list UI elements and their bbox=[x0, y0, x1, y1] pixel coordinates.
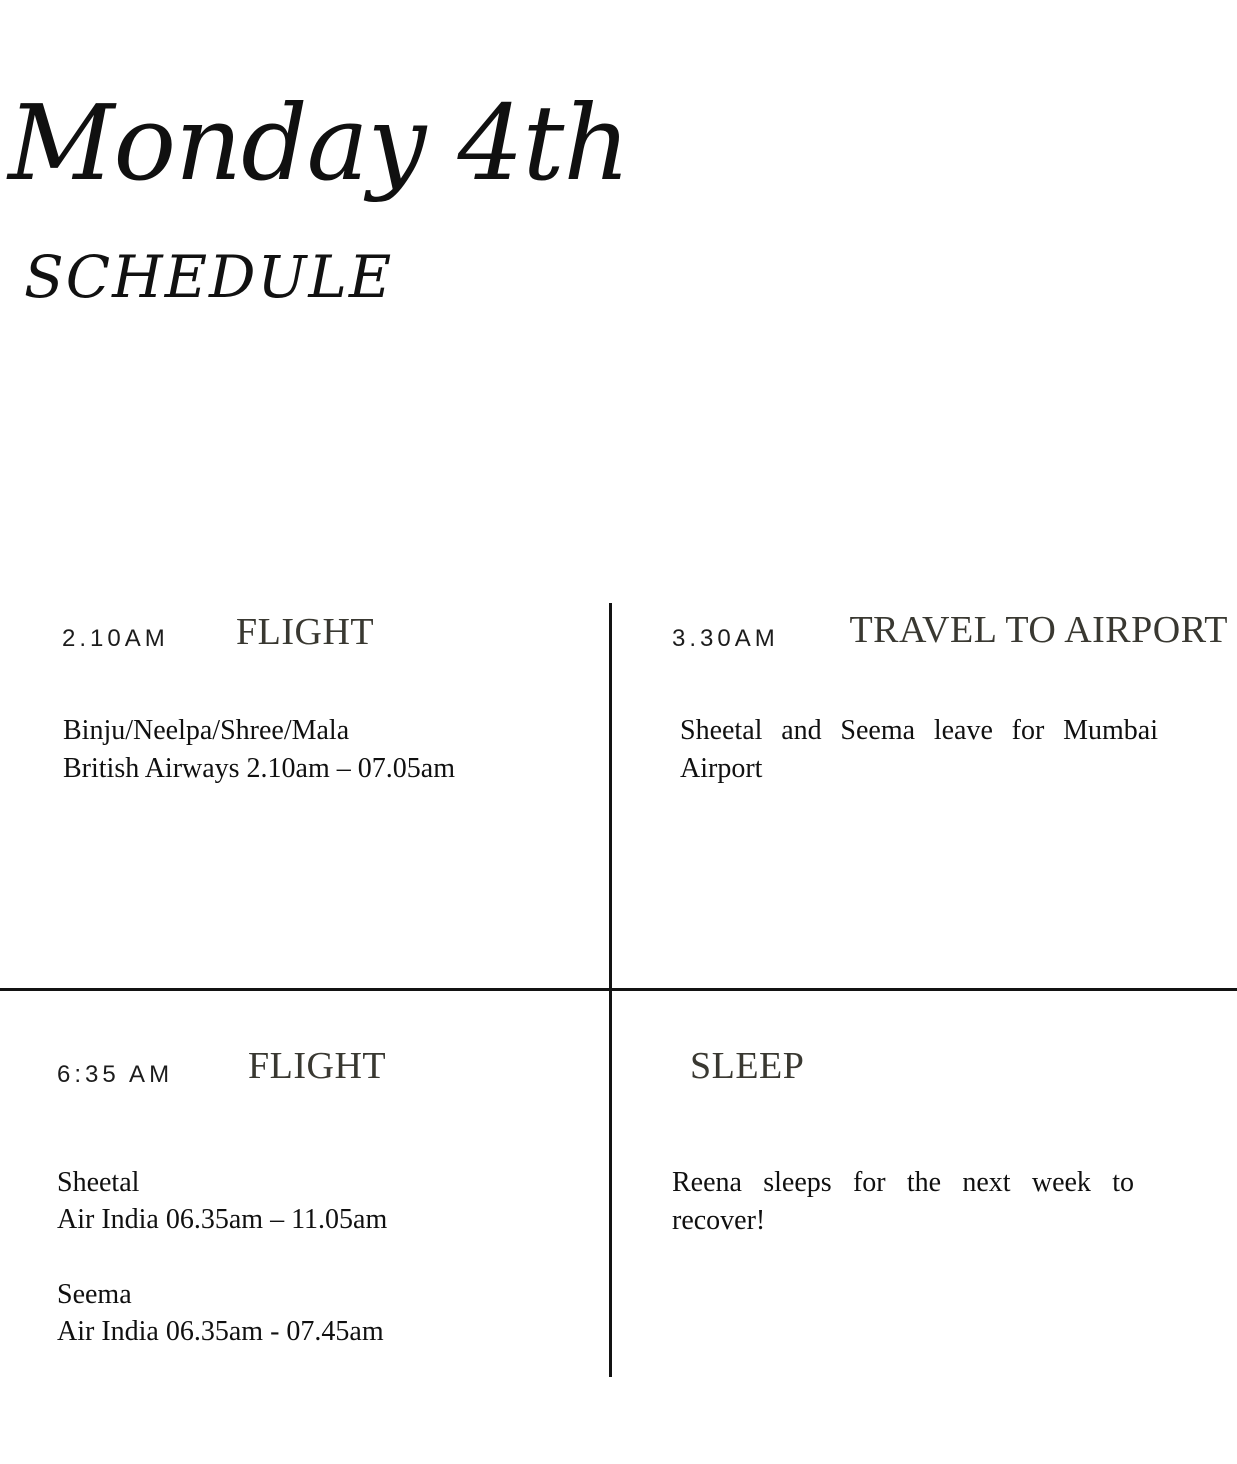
quadrant-travel-to-airport bbox=[612, 600, 1237, 988]
body-line: Air India 06.35am - 07.45am bbox=[57, 1316, 384, 1347]
body-line: Reena sleeps for the next week to bbox=[672, 1167, 1134, 1198]
body-line: Airport bbox=[680, 753, 763, 784]
body-line: Binju/Neelpa/Shree/Mala bbox=[63, 715, 350, 746]
body-line: Sheetal and Seema leave for Mumbai bbox=[680, 715, 1158, 746]
quadrant-sleep bbox=[612, 991, 1237, 1464]
time-label: 6:35 AM bbox=[57, 1061, 174, 1088]
quadrant-heading: SLEEP bbox=[690, 1045, 805, 1087]
flight-entry bbox=[57, 1276, 387, 1350]
flight-entry bbox=[57, 1164, 387, 1238]
quadrant-body bbox=[63, 712, 455, 788]
quadrant-flight-morning bbox=[0, 991, 609, 1464]
quadrant-body bbox=[680, 712, 1158, 788]
quadrant-body bbox=[57, 1164, 387, 1350]
page-title: Monday 4th bbox=[8, 82, 630, 204]
body-line: recover! bbox=[672, 1205, 766, 1236]
body-line: Seema bbox=[57, 1279, 132, 1310]
time-label: 3.30AM bbox=[672, 625, 779, 652]
time-label: 2.10AM bbox=[62, 625, 169, 652]
quadrant-body bbox=[672, 1164, 1134, 1240]
quadrant-heading: FLIGHT bbox=[236, 611, 375, 653]
quadrant-flight-early bbox=[0, 600, 609, 988]
quadrant-heading: FLIGHT bbox=[248, 1045, 387, 1087]
body-line: British Airways 2.10am – 07.05am bbox=[63, 753, 455, 784]
quadrant-heading: TRAVEL TO AIRPORT bbox=[849, 609, 1228, 651]
body-line: Sheetal bbox=[57, 1167, 140, 1198]
page-subtitle: SCHEDULE bbox=[24, 243, 394, 311]
body-line: Air India 06.35am – 11.05am bbox=[57, 1204, 388, 1235]
